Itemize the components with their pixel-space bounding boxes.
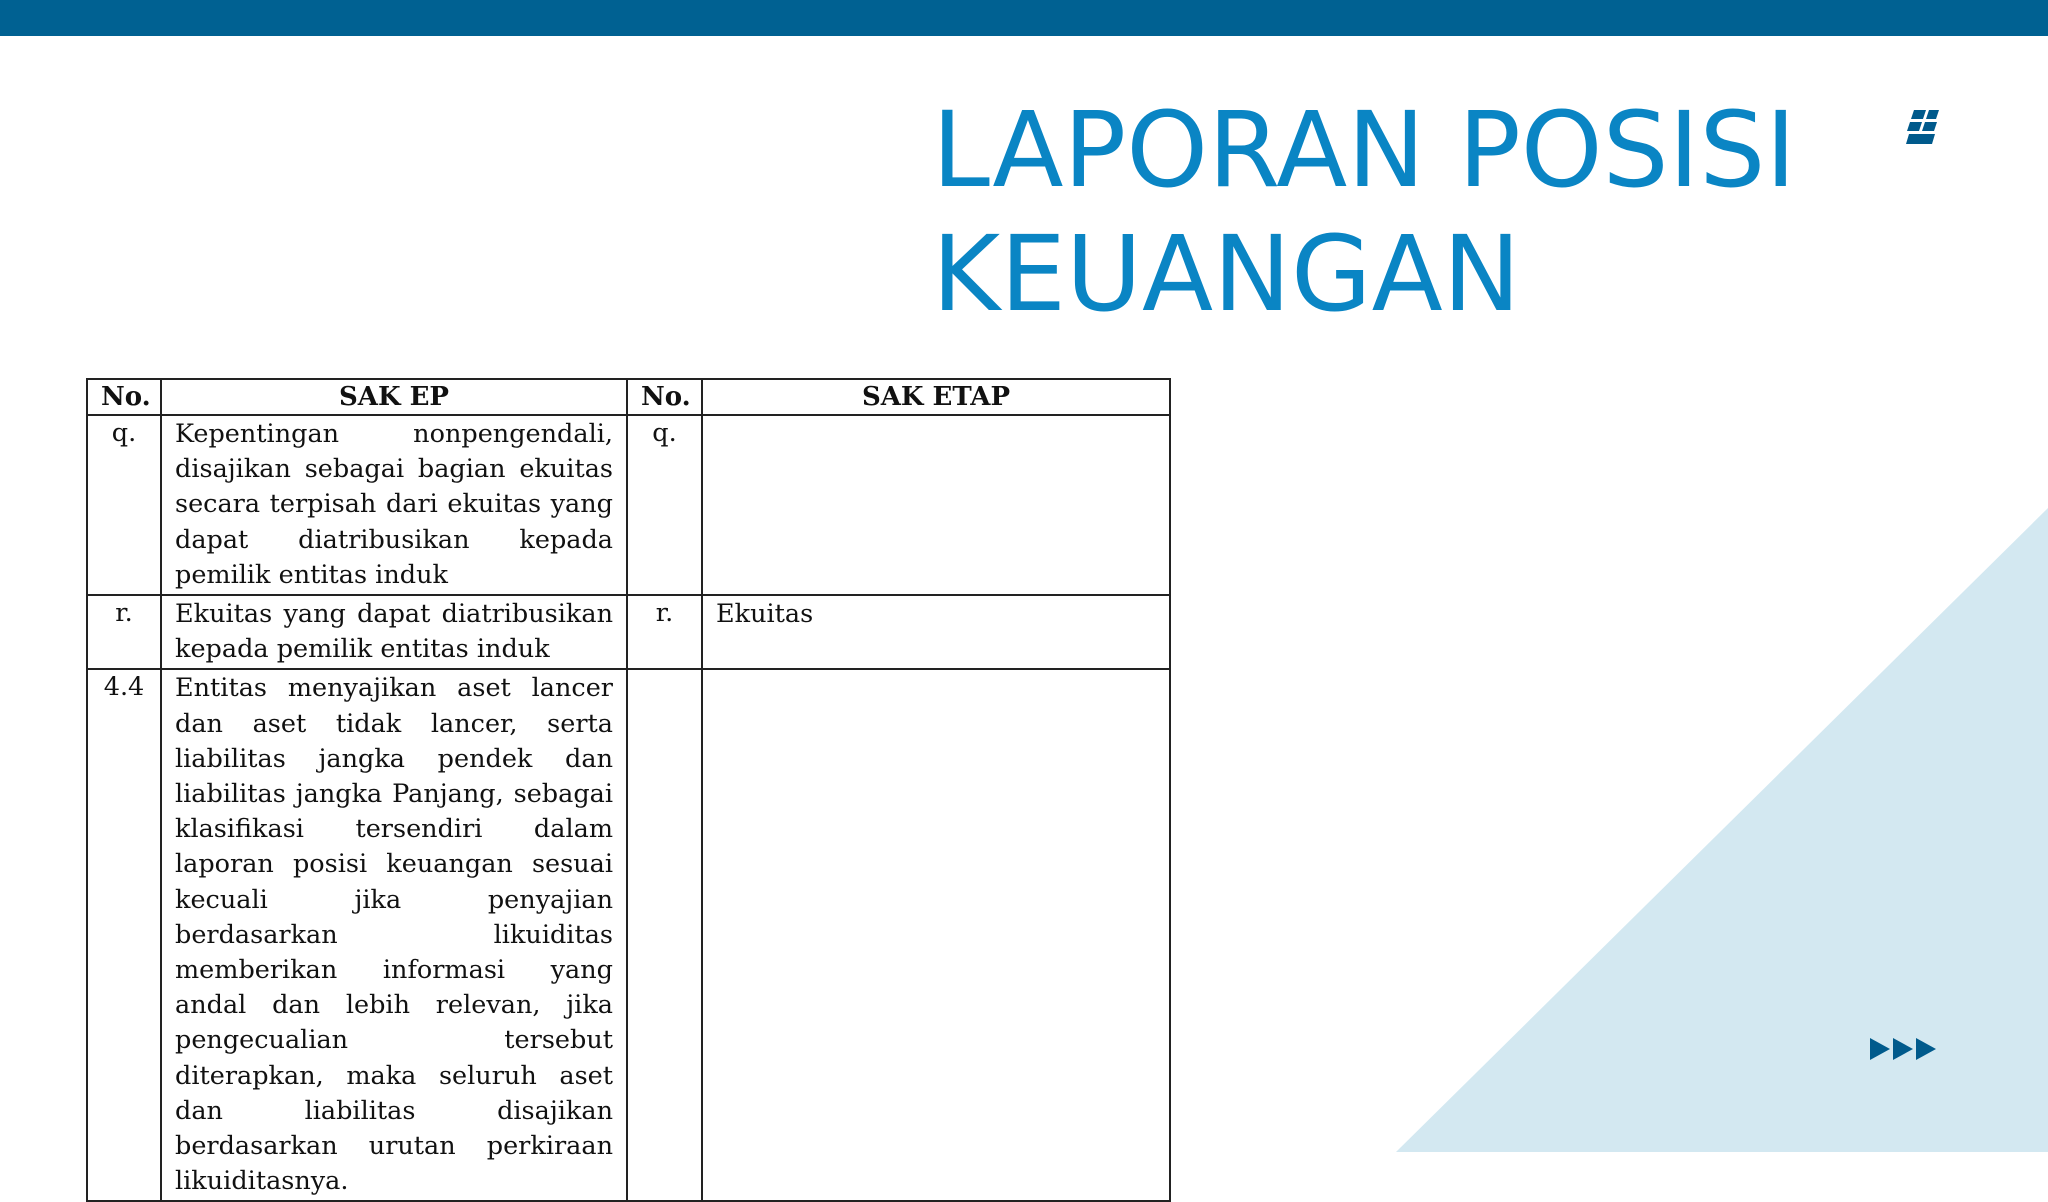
sak-etap-cell: Ekuitas: [702, 595, 1170, 669]
sak-ep-cell: Entitas menyajikan aset lancer dan aset tidak lancer, serta liabilitas jangka pendek dan liabilitas jangka Panjang, sebagai klasifikasi tersendiri dalam laporan posisi keuangan sesuai kecuali jika penyajian berdasarkan likuiditas memberikan informasi yang andal dan lebih relevan, jika pengecualian tersebut diterapkan, maka seluruh aset dan liabilitas disajikan berdasarkan urutan perkiraan likuiditasnya.: [161, 669, 627, 1201]
sak-etap-cell: [702, 669, 1170, 1201]
stacked-parallelogram-logo-icon: [1906, 110, 1940, 146]
sak-ep-cell: Ekuitas yang dapat diatribusikan kepada pemilik entitas induk: [161, 595, 627, 669]
header-no: No.: [87, 379, 161, 415]
row-number: q.: [87, 415, 161, 595]
triple-triangle-next-icon[interactable]: [1870, 1036, 1936, 1062]
row-number: r.: [87, 595, 161, 669]
slide-title-line-1: LAPORAN POSISI: [932, 89, 1797, 211]
table-row: [87, 669, 1170, 1201]
row-number-etap: r.: [627, 595, 702, 669]
table-header-row: [87, 379, 1170, 415]
header-no-2: No.: [627, 379, 702, 415]
row-number-etap: [627, 669, 702, 1201]
slide-title-line-2: KEUANGAN: [932, 213, 1521, 335]
header-sak-etap: SAK ETAP: [702, 379, 1170, 415]
header-sak-ep: SAK EP: [161, 379, 627, 415]
comparison-table: [86, 378, 1171, 1202]
sak-ep-cell: Kepentingan nonpengendali, disajikan sebagai bagian ekuitas secara terpisah dari ekuitas yang dapat diatribusikan kepada pemilik entitas induk: [161, 415, 627, 595]
slide-title: [932, 88, 1892, 336]
table-row: [87, 595, 1170, 669]
row-number: 4.4: [87, 669, 161, 1201]
table-row: [87, 415, 1170, 595]
row-number-etap: q.: [627, 415, 702, 595]
sak-etap-cell: [702, 415, 1170, 595]
